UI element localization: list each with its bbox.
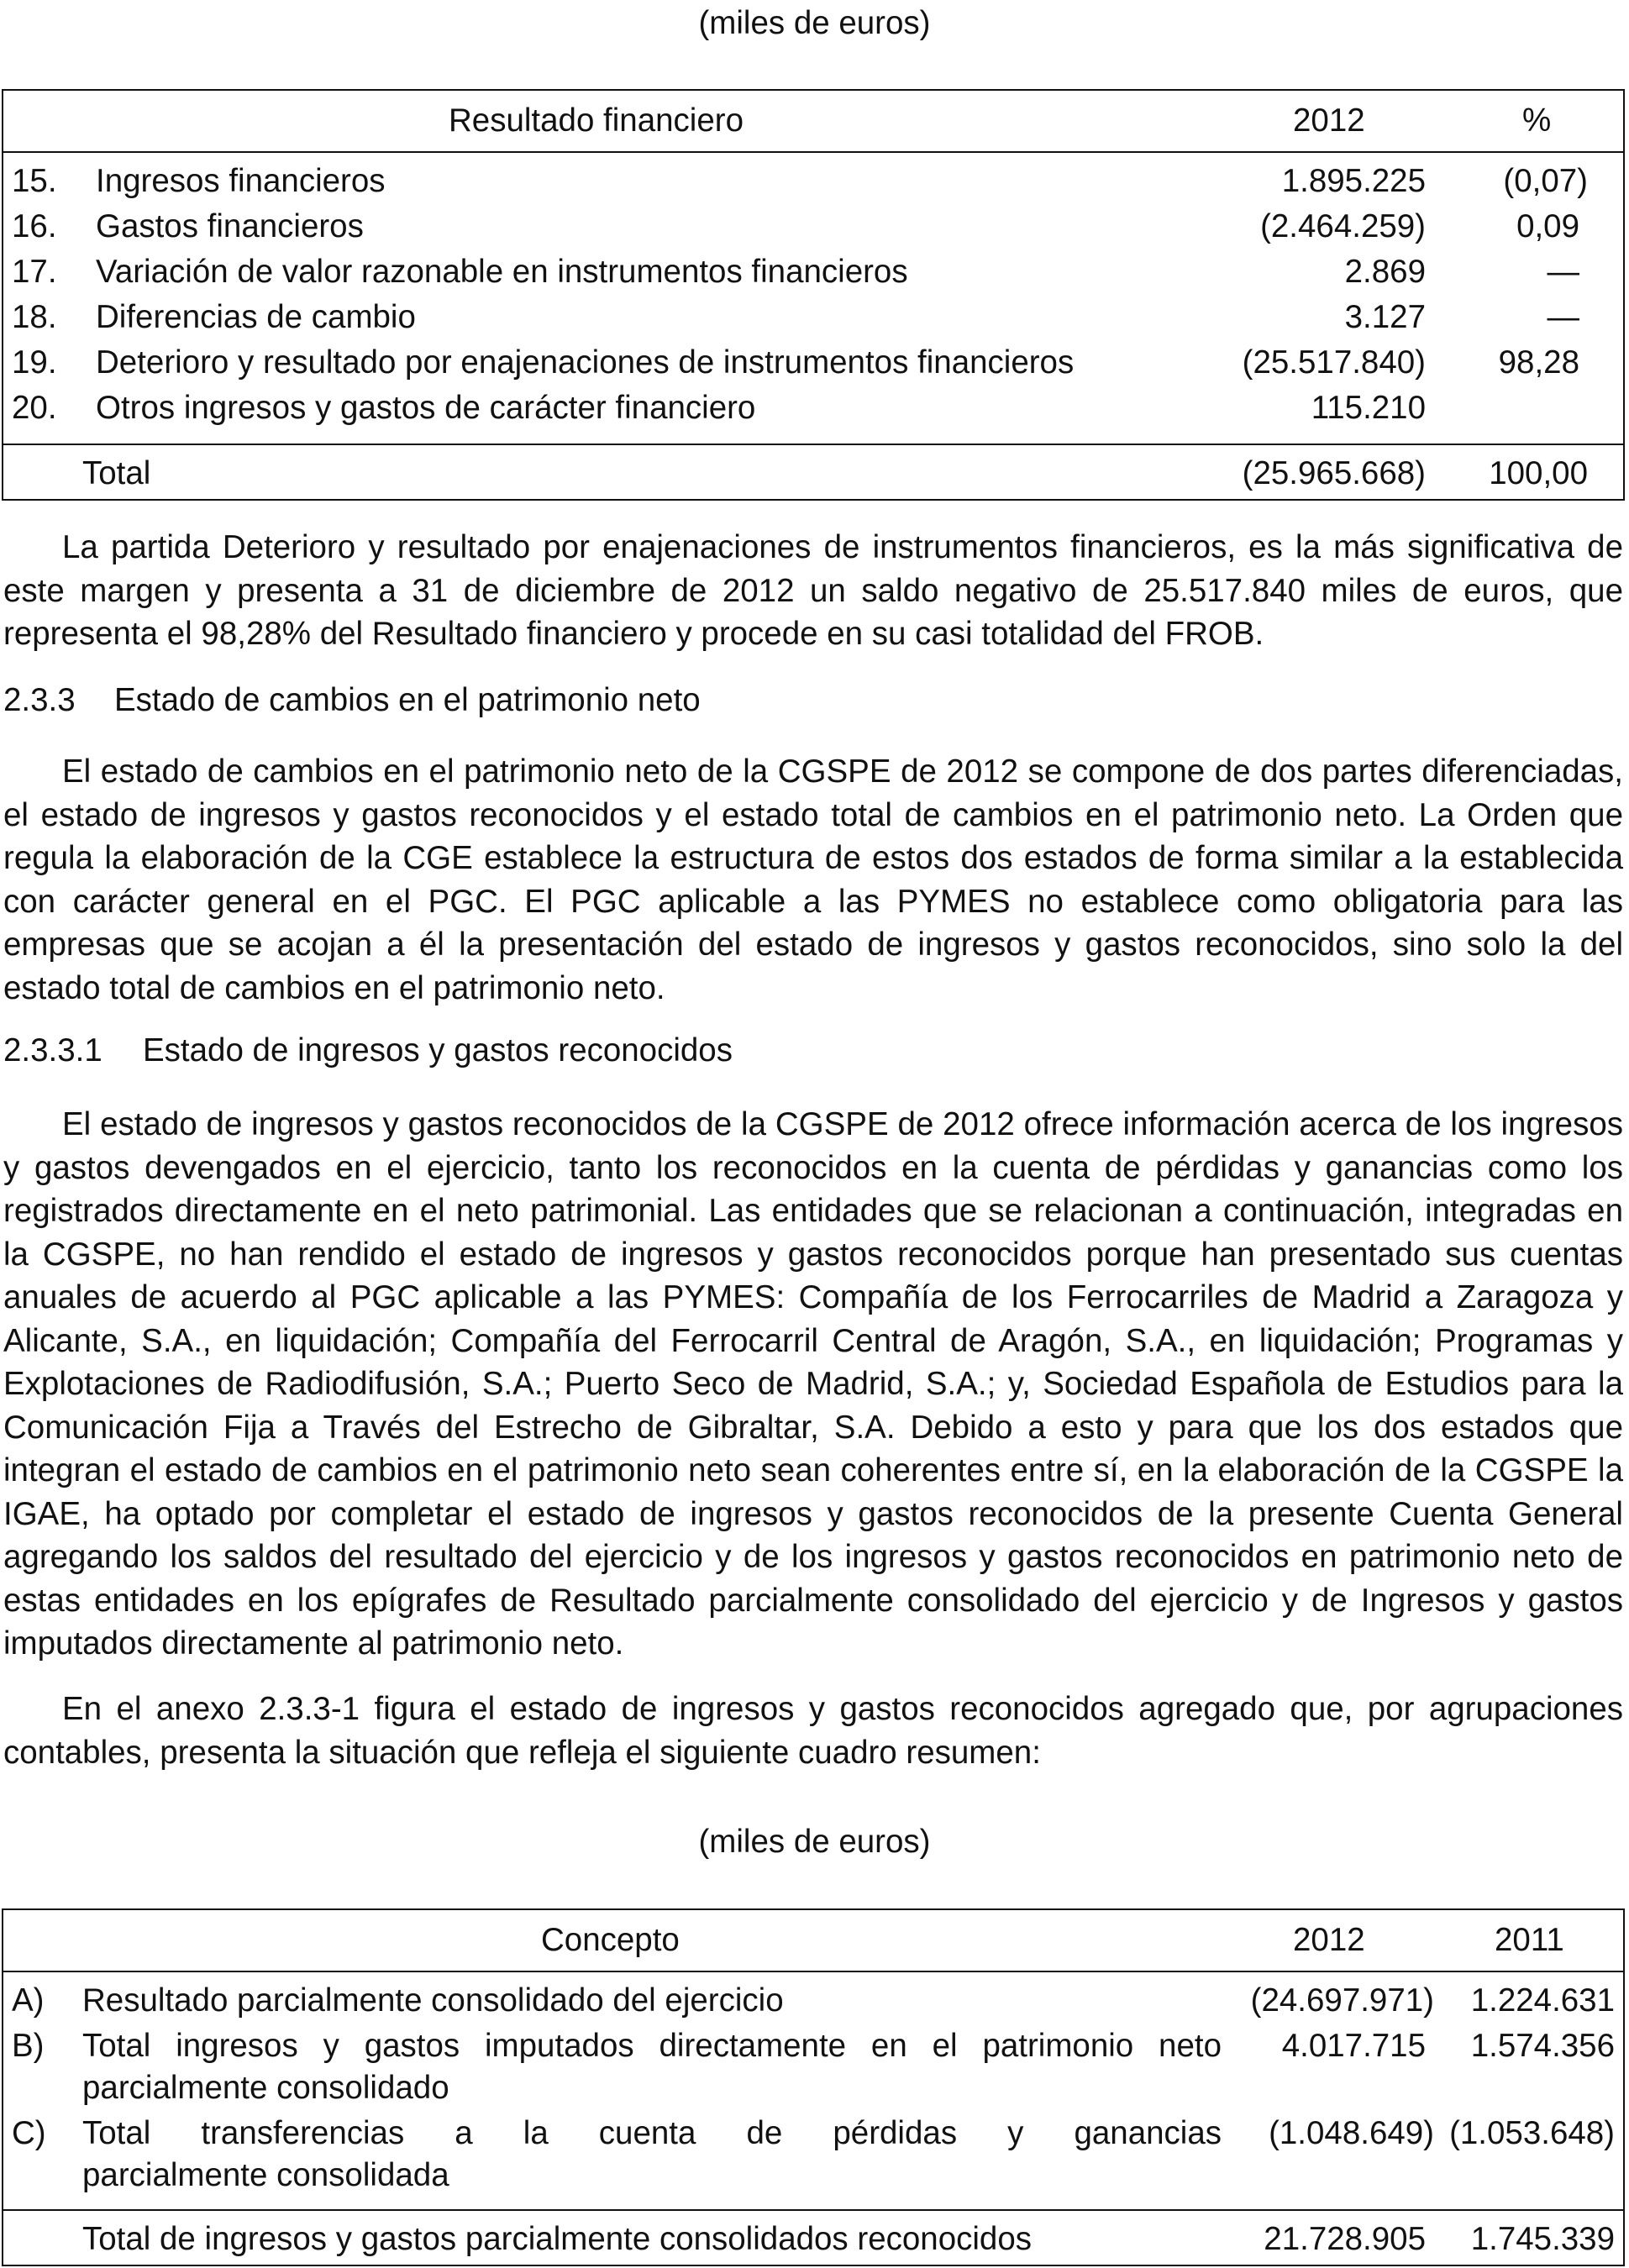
row-value-2012: (24.697.971) <box>1250 1982 1434 2019</box>
table2-header-2011: 2011 <box>1495 1922 1564 1958</box>
row-value-2012: (1.048.649) <box>1269 2115 1434 2151</box>
row-label: Ingresos financieros <box>96 163 386 199</box>
table2-header <box>3 1910 1623 1972</box>
row-value-2012: 4.017.715 <box>1281 2028 1426 2064</box>
row-label-continued: parcialmente consolidado <box>82 2070 449 2106</box>
row-value-2011: 1.224.631 <box>1470 1982 1615 2019</box>
table1-total-row <box>3 444 1623 499</box>
table-row <box>3 2024 1623 2112</box>
row-value-2011: (1.053.648) <box>1449 2115 1615 2151</box>
table-row <box>3 386 1623 432</box>
financial-result-table <box>2 89 1625 501</box>
table-row <box>3 160 1623 205</box>
paragraph-1 <box>3 526 1623 656</box>
total-label: Total de ingresos y gastos parcialmente consolidados reconocidos <box>82 2221 1032 2257</box>
row-label: Diferencias de cambio <box>96 299 416 335</box>
row-value: 1.895.225 <box>1281 163 1426 199</box>
row-label: Resultado parcialmente consolidado del ejercicio <box>82 1982 784 2019</box>
row-number: 16. <box>12 208 57 244</box>
paragraph-text: La partida Deterioro y resultado por enajenaciones de instrumentos financieros, es la más significativa de este margen y presenta a 31 de diciembre de 2012 un saldo negativo de 25.517.840 miles de euros, que representa el 98,28% del Resultado financiero y procede en su casi totalidad del FROB. <box>3 529 1623 652</box>
section-heading-2-3-3-1 <box>3 1029 733 1073</box>
total-label: Total <box>82 455 151 491</box>
row-pct: (0,07) <box>1503 163 1588 199</box>
paragraph-4 <box>3 1688 1623 1774</box>
row-letter: B) <box>12 2028 45 2064</box>
row-number: 15. <box>12 163 57 199</box>
table1-units: (miles de euros) <box>698 5 931 41</box>
row-letter: C) <box>12 2115 46 2151</box>
table-row <box>3 1979 1623 2024</box>
row-label-continued: parcialmente consolidada <box>82 2157 449 2193</box>
row-label: Gastos financieros <box>96 208 364 244</box>
total-value-2012: 21.728.905 <box>1264 2221 1426 2257</box>
total-value: (25.965.668) <box>1242 455 1426 491</box>
paragraph-text: El estado de ingresos y gastos reconocidos de la CGSPE de 2012 ofrece información acerca de los ingresos y gastos devengados en el ejercicio, tanto los reconocidos en la cuenta de pérdidas y ganancias como los registrados directamente en el neto patrimonial. Las entidades que se relacionan a continuación, integradas en la CGSPE, no han rendido el estado de ingresos y gastos reconocidos porque han presentado sus cuentas anuales de acuerdo al PGC aplicable a las PYMES: Compañía de los Ferrocarriles de Madrid a Zaragoza y Alicante, S.A., en liquidación; Compañía del Ferrocarril Central de Aragón, S.A., en liquidación; Programas y Explotaciones de Radiodifusión, S.A.; Puerto Seco de Madrid, S.A.; y, Sociedad Española de Estudios para la Comunicación Fija a Través del Estrecho de Gibraltar, S.A. Debido a esto y para que los dos estados que integran el estado de cambios en el patrimonio neto sean coherentes entre sí, en la elaboración de la CGSPE la IGAE, ha optado por completar el estado de ingresos y gastos reconocidos de la presente Cuenta General agregando los saldos del resultado del ejercicio y de los ingresos y gastos reconocidos en patrimonio neto de estas entidades en los epígrafes de Resultado parcialmente consolidado del ejercicio y de Ingresos y gastos imputados directamente al patrimonio neto. <box>3 1106 1623 1662</box>
table-row <box>3 296 1623 341</box>
table1-body <box>3 153 1623 432</box>
table-row <box>3 341 1623 386</box>
heading-number: 2.3.3 <box>3 682 76 718</box>
total-value-2011: 1.745.339 <box>1470 2221 1615 2257</box>
row-number: 18. <box>12 299 57 335</box>
row-value: 2.869 <box>1344 254 1426 290</box>
row-pct: — <box>1547 254 1579 290</box>
row-label: Deterioro y resultado por enajenaciones de instrumentos financieros <box>96 344 1075 381</box>
paragraph-3 <box>3 1103 1623 1666</box>
table1-header-year: 2012 <box>1293 102 1365 139</box>
table1-header-label: Resultado financiero <box>449 102 744 139</box>
paragraph-text: En el anexo 2.3.3-1 figura el estado de ingresos y gastos reconocidos agregado que, por agrupaciones contables, presenta la situación que refleja el siguiente cuadro resumen: <box>3 1691 1623 1771</box>
table2-header-2012: 2012 <box>1293 1922 1365 1958</box>
total-pct: 100,00 <box>1489 455 1588 491</box>
row-number: 17. <box>12 254 57 290</box>
row-value: 3.127 <box>1344 299 1426 335</box>
row-value: 115.210 <box>1311 390 1426 426</box>
row-pct: 0,09 <box>1516 208 1579 244</box>
table2-total-row <box>3 2209 1623 2265</box>
table-row <box>3 205 1623 250</box>
row-pct: 98,28 <box>1498 344 1579 381</box>
table1-header <box>3 91 1623 153</box>
row-value: (2.464.259) <box>1260 208 1426 244</box>
table-row <box>3 250 1623 296</box>
section-heading-2-3-3 <box>3 679 701 722</box>
row-label: Otros ingresos y gastos de carácter financiero <box>96 390 756 426</box>
heading-title: Estado de cambios en el patrimonio neto <box>114 682 701 718</box>
row-label: Total transferencias a la cuenta de pérdidas y ganancias <box>82 2115 1222 2151</box>
row-letter: A) <box>12 1982 45 2019</box>
table2-body <box>3 1972 1623 2199</box>
heading-title: Estado de ingresos y gastos reconocidos <box>143 1032 733 1068</box>
recognized-income-table <box>2 1908 1625 2266</box>
row-value: (25.517.840) <box>1242 344 1426 381</box>
table2-units: (miles de euros) <box>698 1824 931 1860</box>
paragraph-text: El estado de cambios en el patrimonio neto de la CGSPE de 2012 se compone de dos partes diferenciadas, el estado de ingresos y gastos reconocidos y el estado total de cambios en el patrimonio neto. La Orden que regula la elaboración de la CGE establece la estructura de estos dos estados de forma similar a la establecida con carácter general en el PGC. El PGC aplicable a las PYMES no establece como obligatoria para las empresas que se acojan a él la presentación del estado de ingresos y gastos reconocidos, sino solo la del estado total de cambios en el patrimonio neto. <box>3 753 1623 1006</box>
paragraph-2 <box>3 750 1623 1010</box>
row-label: Variación de valor razonable en instrumentos financieros <box>96 254 908 290</box>
row-label: Total ingresos y gastos imputados directamente en el patrimonio neto <box>82 2028 1222 2064</box>
heading-number: 2.3.3.1 <box>3 1032 102 1068</box>
row-number: 19. <box>12 344 57 381</box>
row-value-2011: 1.574.356 <box>1470 2028 1615 2064</box>
row-number: 20. <box>12 390 57 426</box>
table2-header-label: Concepto <box>541 1922 680 1958</box>
row-pct: — <box>1547 299 1579 335</box>
table1-header-pct: % <box>1522 102 1552 139</box>
table-row <box>3 2112 1623 2199</box>
